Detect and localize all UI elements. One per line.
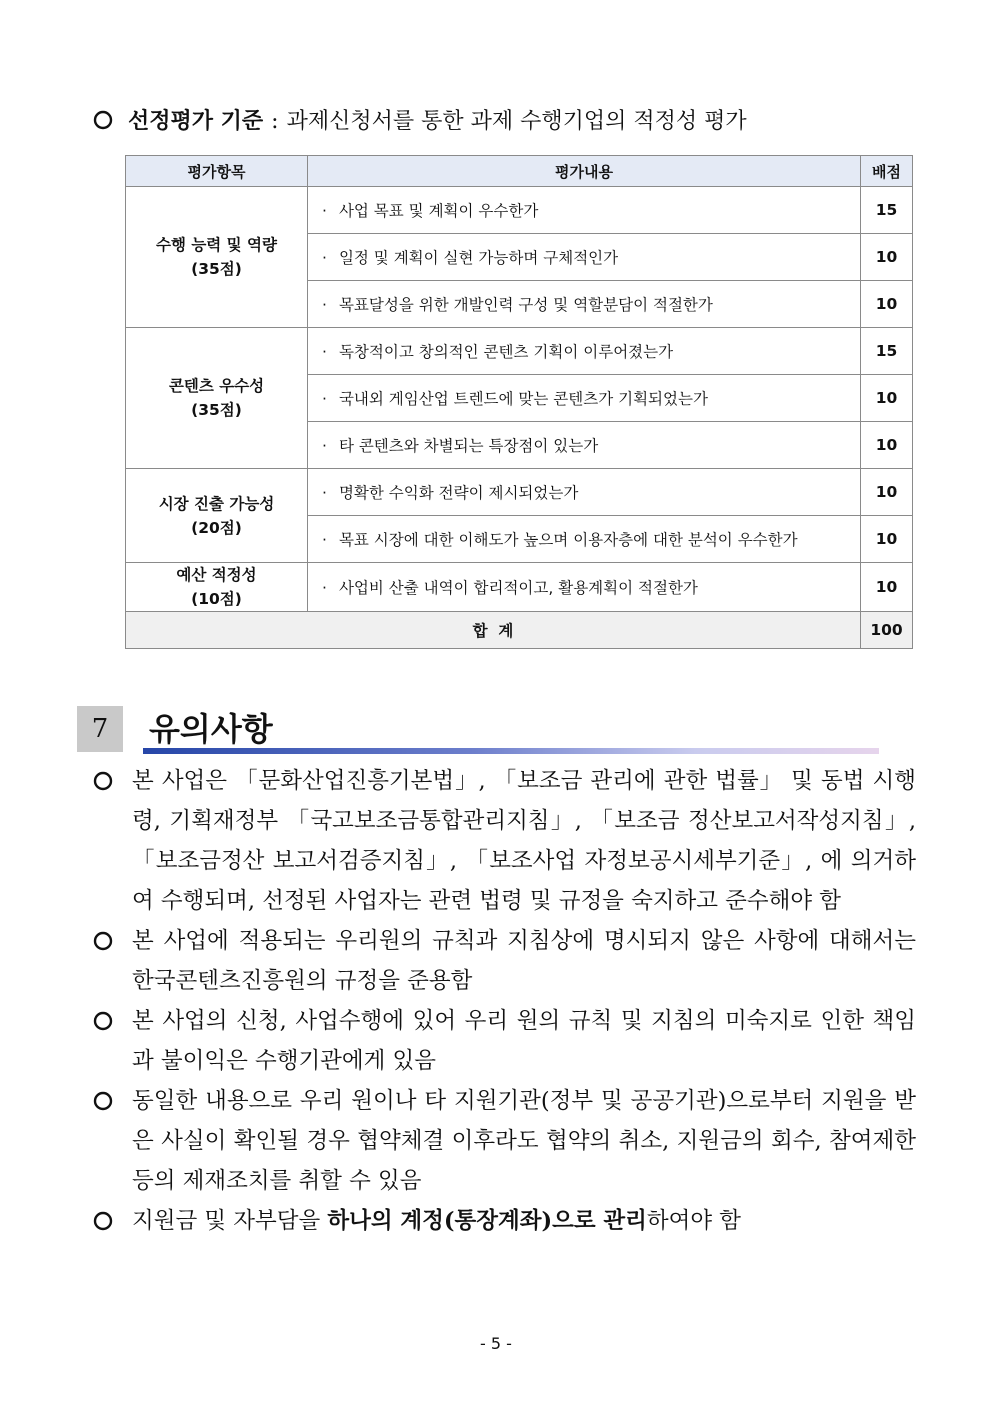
category-points: (35점) <box>191 401 242 419</box>
score-cell: 15 <box>861 187 913 234</box>
table-row <box>126 469 913 516</box>
header-score: 배점 <box>861 156 913 187</box>
notes-list <box>92 761 916 1241</box>
category-name: 시장 진출 가능성 <box>158 494 275 513</box>
category-name: 예산 적정성 <box>176 566 257 584</box>
category-cell <box>126 187 308 328</box>
score-cell: 10 <box>861 281 913 328</box>
category-cell <box>126 563 308 612</box>
circle-bullet-icon <box>92 770 114 792</box>
section-underline <box>143 748 879 754</box>
total-score: 100 <box>861 612 913 649</box>
content-cell: · 일정 및 계획이 실현 가능하며 구체적인가 <box>308 234 861 281</box>
table-row <box>126 187 913 234</box>
category-cell <box>126 328 308 469</box>
criteria-label: 선정평가 기준 <box>128 108 264 134</box>
dot-bullet: · <box>322 202 327 220</box>
content-cell: · 독창적이고 창의적인 콘텐츠 기획이 이루어졌는가 <box>308 328 861 375</box>
dot-bullet: · <box>322 579 327 597</box>
dot-bullet: · <box>322 390 327 408</box>
table-row <box>126 563 913 612</box>
category-points: (10점) <box>191 590 242 608</box>
score-cell: 10 <box>861 469 913 516</box>
content-cell: · 목표달성을 위한 개발인력 구성 및 역할분담이 적절한가 <box>308 281 861 328</box>
score-cell: 10 <box>861 563 913 612</box>
content-cell: · 사업비 산출 내역이 합리적이고, 활용계획이 적절한가 <box>308 563 861 612</box>
circle-bullet-icon <box>92 1210 114 1232</box>
list-item: 동일한 내용으로 우리 원이나 타 지원기관(정부 및 공공기관)으로부터 지원을 받은 사실이 확인될 경우 협약체결 이후라도 협약의 취소, 지원금의 회수, 참여제한 등의 제재조치를 취할 수 있음 <box>92 1081 916 1201</box>
criteria-description: 과제신청서를 통한 과제 수행기업의 적정성 평가 <box>286 109 747 134</box>
total-row <box>126 612 913 649</box>
section-number: 7 <box>77 706 123 752</box>
evaluation-table <box>125 155 913 649</box>
section-title: 유의사항 <box>149 710 273 748</box>
section-heading <box>77 706 887 758</box>
criteria-line <box>92 104 922 139</box>
dot-bullet: · <box>322 343 327 361</box>
table-row <box>126 328 913 375</box>
dot-bullet: · <box>322 531 327 549</box>
table-header-row <box>126 156 913 187</box>
list-item: 본 사업에 적용되는 우리원의 규칙과 지침상에 명시되지 않은 사항에 대해서는 한국콘텐츠진흥원의 규정을 준용함 <box>92 921 916 1001</box>
dot-bullet: · <box>322 437 327 455</box>
score-cell: 10 <box>861 422 913 469</box>
dot-bullet: · <box>322 249 327 267</box>
header-content: 평가내용 <box>308 156 861 187</box>
criteria-separator: : <box>271 109 279 134</box>
content-cell: · 사업 목표 및 계획이 우수한가 <box>308 187 861 234</box>
page-number: - 5 - <box>480 1334 512 1353</box>
score-cell: 10 <box>861 516 913 563</box>
list-item: 본 사업의 신청, 사업수행에 있어 우리 원의 규칙 및 지침의 미숙지로 인한 책임과 불이익은 수행기관에게 있음 <box>92 1001 916 1081</box>
list-item: 본 사업은 「문화산업진흥기본법」, 「보조금 관리에 관한 법률」 및 동법 시행령, 기획재정부 「국고보조금통합관리지침」, 「보조금 정산보고서작성지침」, 「보조금정산 보고서검증지침」, 「보조사업 자정보공시세부기준」, 에 의거하여 수행되며, 선정된 사업자는 관련 법령 및 규정을 숙지하고 준수해야 함 <box>92 761 916 921</box>
emphasis-text: 하나의 계정(통장계좌)으로 관리 <box>327 1208 647 1234</box>
score-cell: 15 <box>861 328 913 375</box>
category-name: 수행 능력 및 역량 <box>155 236 277 254</box>
content-cell: · 타 콘텐츠와 차별되는 특장점이 있는가 <box>308 422 861 469</box>
circle-bullet-icon <box>92 930 114 952</box>
circle-bullet-icon <box>92 109 114 131</box>
category-cell <box>126 469 308 563</box>
category-points: (35점) <box>191 260 242 278</box>
category-points: (20점) <box>191 518 242 537</box>
dot-bullet: · <box>322 296 327 314</box>
score-cell: 10 <box>861 375 913 422</box>
circle-bullet-icon <box>92 1090 114 1112</box>
circle-bullet-icon <box>92 1010 114 1032</box>
header-category: 평가항목 <box>126 156 308 187</box>
list-item: 지원금 및 자부담을 하나의 계정(통장계좌)으로 관리하여야 함 <box>92 1201 916 1241</box>
score-cell: 10 <box>861 234 913 281</box>
content-cell: · 국내외 게임산업 트렌드에 맞는 콘텐츠가 기획되었는가 <box>308 375 861 422</box>
content-cell: · 목표 시장에 대한 이해도가 높으며 이용자층에 대한 분석이 우수한가 <box>308 516 861 563</box>
dot-bullet: · <box>322 484 327 502</box>
content-cell: · 명확한 수익화 전략이 제시되었는가 <box>308 469 861 516</box>
total-label: 합 계 <box>126 612 861 649</box>
category-name: 콘텐츠 우수성 <box>168 377 265 395</box>
